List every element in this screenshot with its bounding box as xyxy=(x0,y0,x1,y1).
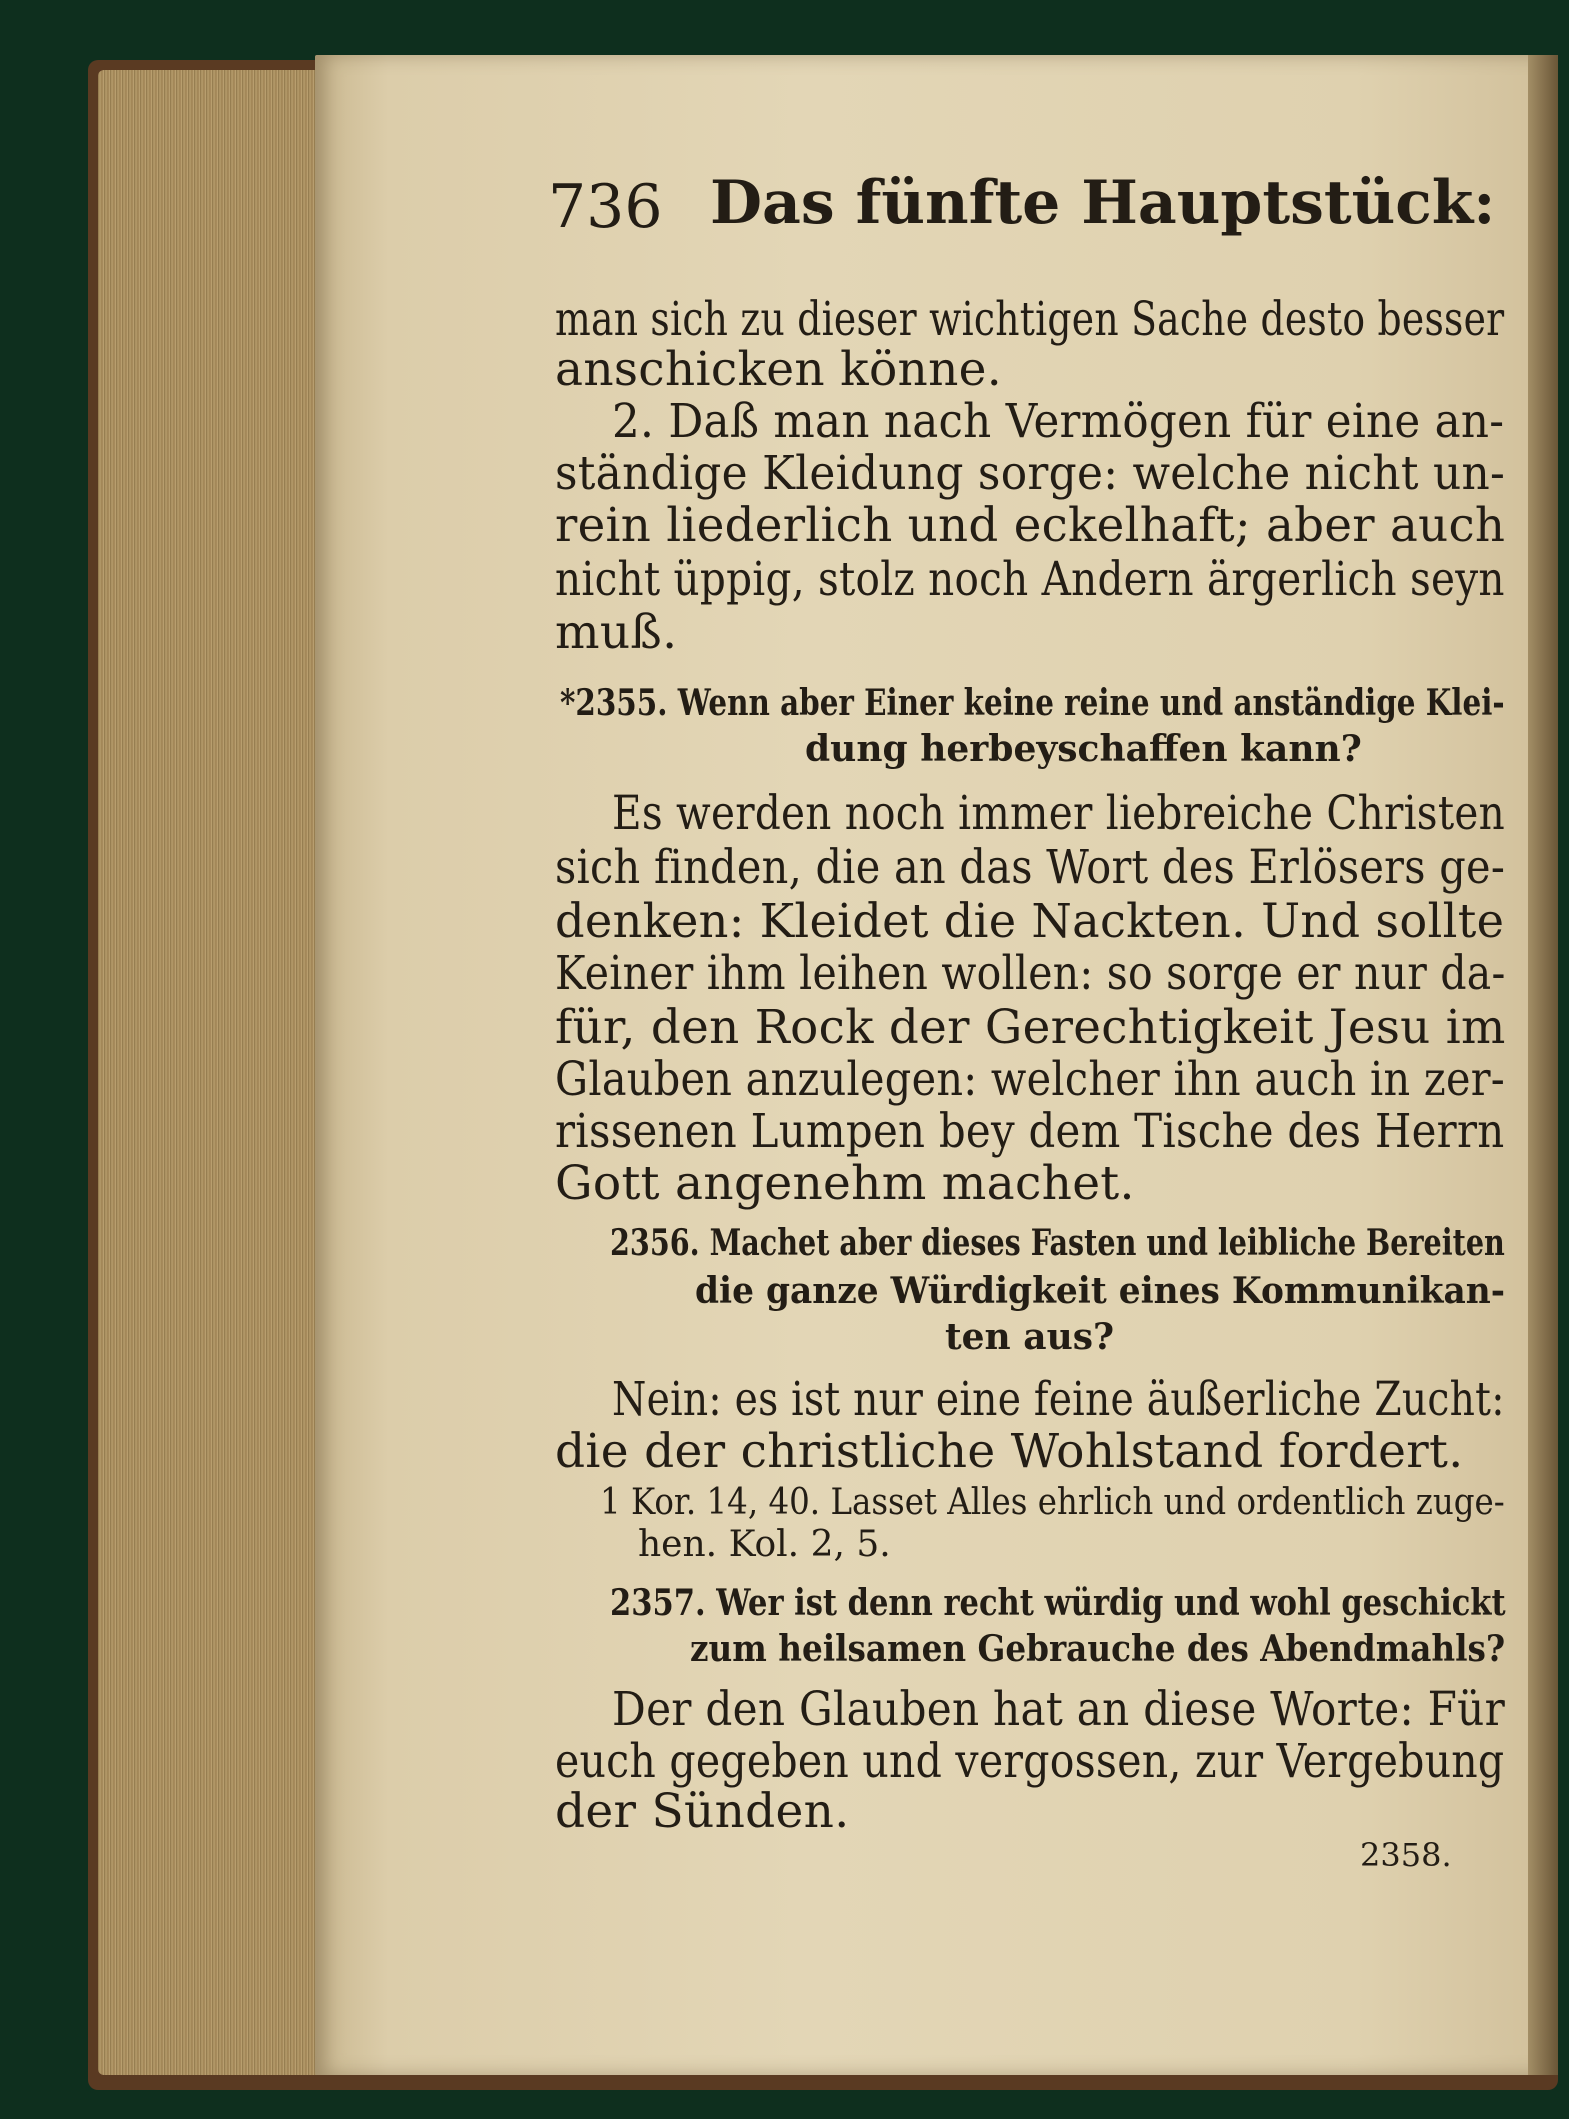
answer-line: Gott angenehm machet. xyxy=(555,1156,1135,1211)
running-head: Das fünfte Hauptstück: xyxy=(710,168,1496,238)
body-line: man sich zu dieser wichtigen Sache desto besser xyxy=(555,292,1505,347)
body-line: rein liederlich und eckelhaft; aber auch xyxy=(555,498,1506,553)
scripture-reference: hen. Kol. 2, 5. xyxy=(638,1524,891,1565)
answer-line: Es werden noch immer liebreiche Christen xyxy=(612,786,1505,841)
answer-line: Der den Glauben hat an diese Worte: Für xyxy=(612,1682,1506,1737)
body-line: muß. xyxy=(555,605,678,660)
question-line: ten aus? xyxy=(945,1316,1115,1358)
scripture-reference: 1 Kor. 14, 40. Lasset Alles ehrlich und ordentlich zuge- xyxy=(600,1482,1505,1523)
page-number: 736 xyxy=(548,172,663,242)
answer-line: Nein: es ist nur eine feine äußerliche Zucht: xyxy=(612,1372,1505,1427)
question-line: dung herbeyschaffen kann? xyxy=(805,728,1362,770)
answer-line: Glauben anzulegen: welcher ihn auch in zer- xyxy=(555,1052,1506,1107)
answer-line: rissenen Lumpen bey dem Tische des Herrn xyxy=(555,1104,1505,1159)
answer-line: für, den Rock der Gerechtigkeit Jesu im xyxy=(555,1000,1506,1055)
question-line: 2356. Machet aber dieses Fasten und leibliche Bereiten xyxy=(610,1222,1505,1264)
page-gutter xyxy=(1528,55,1558,2075)
question-line: *2355. Wenn aber Einer keine reine und anständige Klei- xyxy=(560,682,1505,724)
answer-line: sich finden, die an das Wort des Erlösers ge- xyxy=(555,840,1506,895)
question-line: die ganze Würdigkeit eines Kommunikan- xyxy=(695,1270,1506,1312)
catchword: 2358. xyxy=(1360,1836,1452,1874)
body-line: anschicken könne. xyxy=(555,342,1003,397)
question-line: zum heilsamen Gebrauche des Abendmahls? xyxy=(690,1628,1506,1670)
answer-line: die der christliche Wohlstand fordert. xyxy=(555,1424,1464,1479)
body-line: 2. Daß man nach Vermögen für eine an- xyxy=(612,394,1505,449)
question-line: 2357. Wer ist denn recht würdig und wohl geschickt xyxy=(610,1582,1506,1624)
body-line: nicht üppig, stolz noch Andern ärgerlich seyn xyxy=(555,552,1505,607)
answer-line: Keiner ihm leihen wollen: so sorge er nur da- xyxy=(555,946,1506,1001)
body-line: ständige Kleidung sorge: welche nicht un- xyxy=(555,446,1506,501)
answer-line: euch gegeben und vergossen, zur Vergebung xyxy=(555,1734,1505,1789)
answer-line: denken: Kleidet die Nackten. Und sollte xyxy=(555,894,1505,949)
answer-line: der Sünden. xyxy=(555,1784,850,1839)
